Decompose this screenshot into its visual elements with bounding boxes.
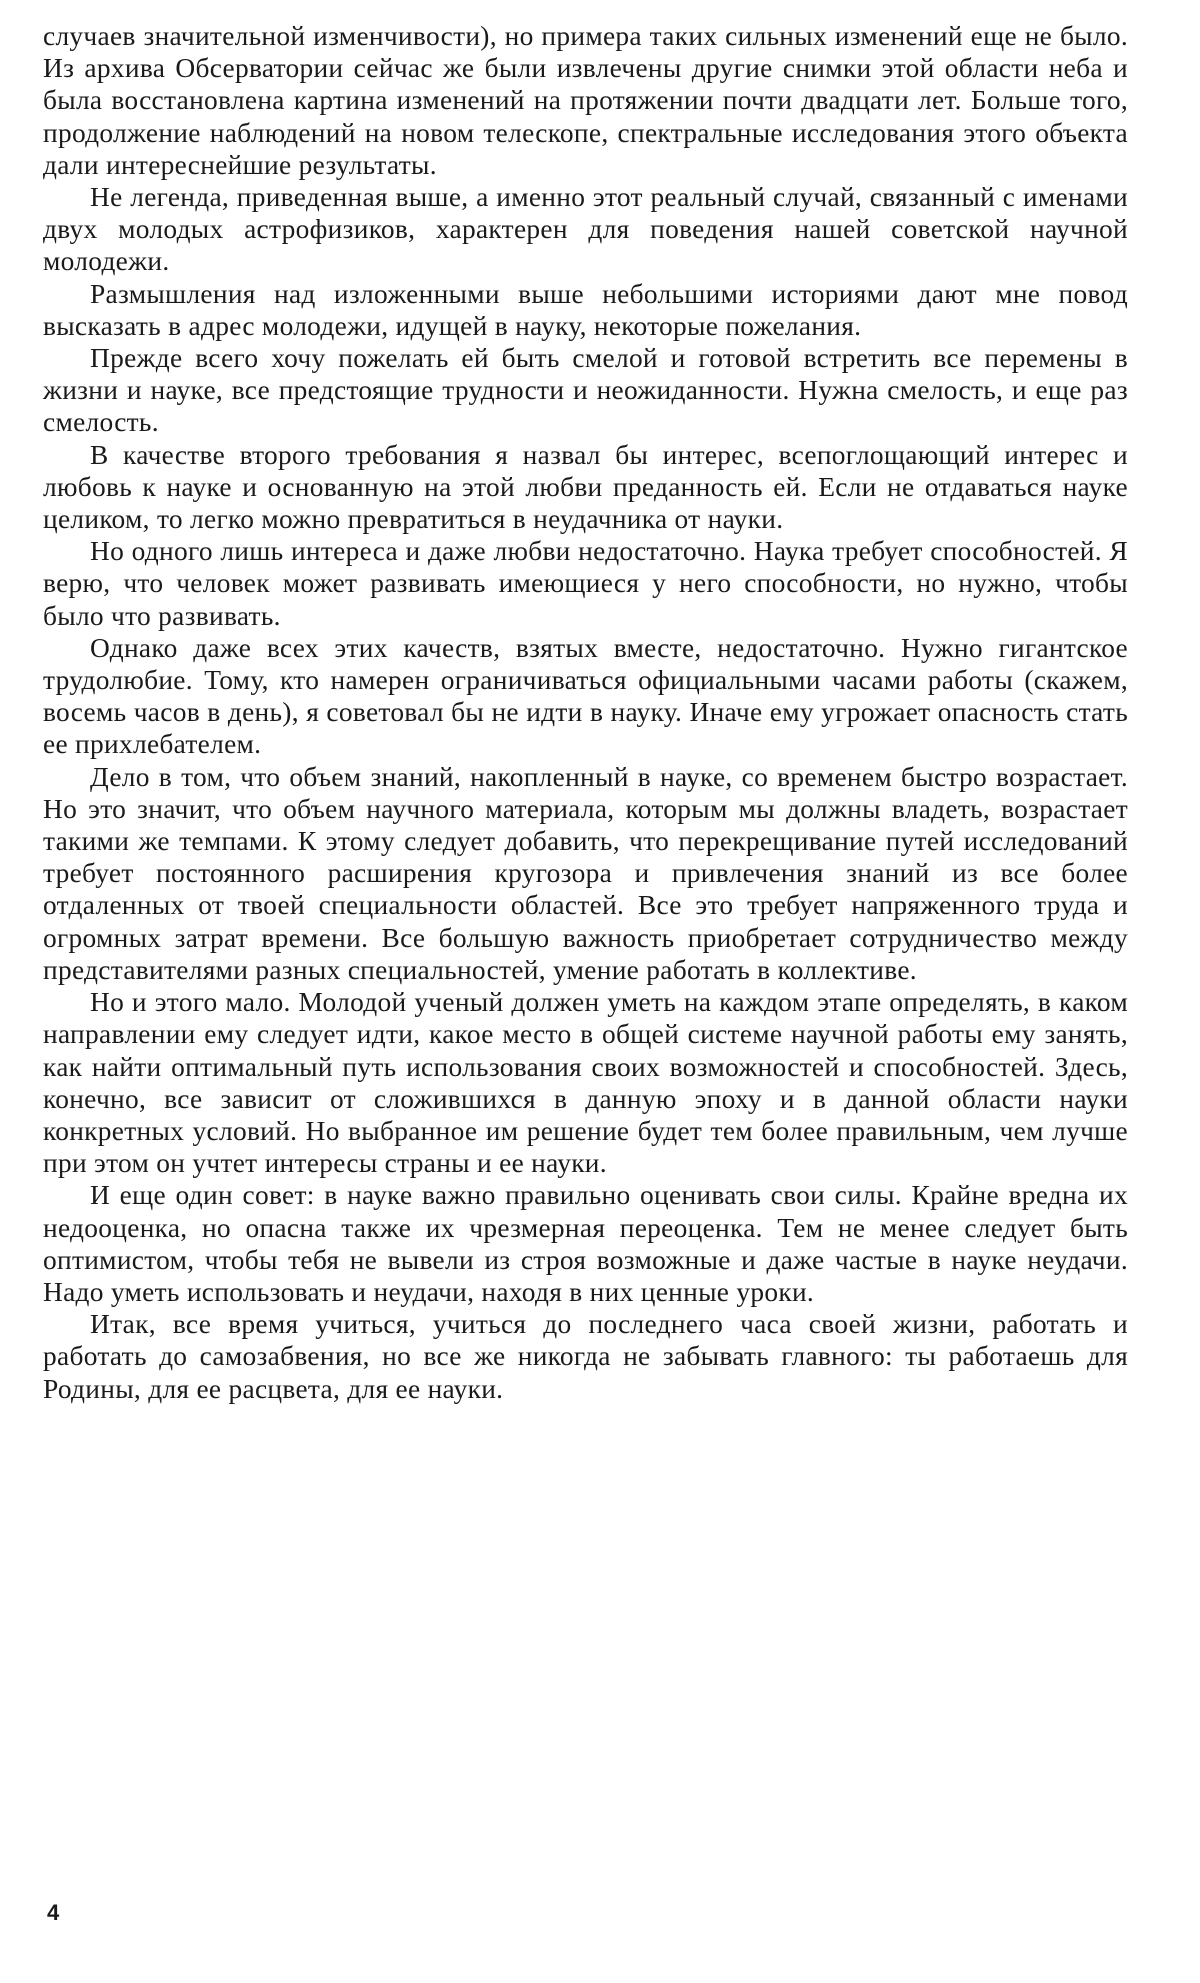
paragraph-5: В качестве второго требования я назвал бы интерес, всепоглощающий интерес и любовь к науке и основанную на этой любви преданность ей. Если не отдаваться науке целиком, то легко можно превратиться в неудачника от науки. <box>43 439 1128 535</box>
page-body <box>43 20 1128 1405</box>
paragraph-8: Дело в том, что объем знаний, накопленный в науке, со временем быстро возрастает. Но это значит, что объем научного материала, которым мы должны владеть, возрастает такими же темпами. К этому следует добавить, что перекрещивание путей исследований требует постоянного расширения кругозора и привлечения знаний из все более отдаленных от твоей специальности областей. Все это требует напряженного труда и огромных затрат времени. Все большую важность приобретает сотрудничество между представителями разных специальностей, умение работать в коллективе. <box>43 761 1128 985</box>
paragraph-3: Размышления над изложенными выше небольшими историями дают мне повод высказать в адрес молодежи, идущей в науку, некоторые пожелания. <box>43 278 1128 341</box>
paragraph-10: И еще один совет: в науке важно правильно оценивать свои силы. Крайне вредна их недооценка, но опасна также их чрезмерная переоценка. Тем не менее следует быть оптимистом, чтобы тебя не вывели из строя возможные и даже частые в науке неудачи. Надо уметь использовать и неудачи, находя в них ценные уроки. <box>43 1180 1128 1307</box>
paragraph-4: Прежде всего хочу пожелать ей быть смелой и готовой встретить все перемены в жизни и науке, все предстоящие трудности и неожиданности. Нужна смелость, и еще раз смелость. <box>43 343 1128 438</box>
paragraph-6: Но одного лишь интереса и даже любви недостаточно. Наука требует способностей. Я верю, что человек может развивать имеющиеся у него способности, но нужно, чтобы было что развивать. <box>43 536 1128 631</box>
paragraph-7: Однако даже всех этих качеств, взятых вместе, недостаточно. Нужно гигантское трудолюбие. Тому, кто намерен ограничиваться официальными часами работы (скажем, восемь часов в день), я советовал бы не идти в науку. Иначе ему угрожает опасность стать ее прихлебателем. <box>43 632 1128 760</box>
page-number: 4 <box>47 1900 60 1925</box>
paragraph-1: случаев значительной изменчивости), но примера таких сильных изменений еще не было. Из архива Обсерватории сейчас же были извлечены другие снимки этой области неба и была восстановлена картина изменений на протяжении почти двадцати лет. Больше того, продолжение наблюдений на новом телескопе, спектральные исследования этого объекта дали интереснейшие результаты. <box>43 21 1128 180</box>
paragraph-2: Не легенда, приведенная выше, а именно этот реальный случай, связанный с именами двух молодых астрофизиков, характерен для поведения нашей советской научной молодежи. <box>43 182 1128 277</box>
paragraph-9: Но и этого мало. Молодой ученый должен уметь на каждом этапе определять, в каком направлении ему следует идти, какое место в общей системе научной работы ему занять, как найти оптимальный путь использования своих возможностей и способностей. Здесь, конечно, все зависит от сложившихся в данную эпоху и в данной области науки конкретных условий. Но выбранное им решение будет тем более правильным, чем лучше при этом он учтет интересы страны и ее науки. <box>43 987 1128 1179</box>
paragraph-11: Итак, все время учиться, учиться до последнего часа своей жизни, работать и работать до самозабвения, но все же никогда не забывать главного: ты работаешь для Родины, для ее расцвета, для ее науки. <box>43 1309 1128 1404</box>
